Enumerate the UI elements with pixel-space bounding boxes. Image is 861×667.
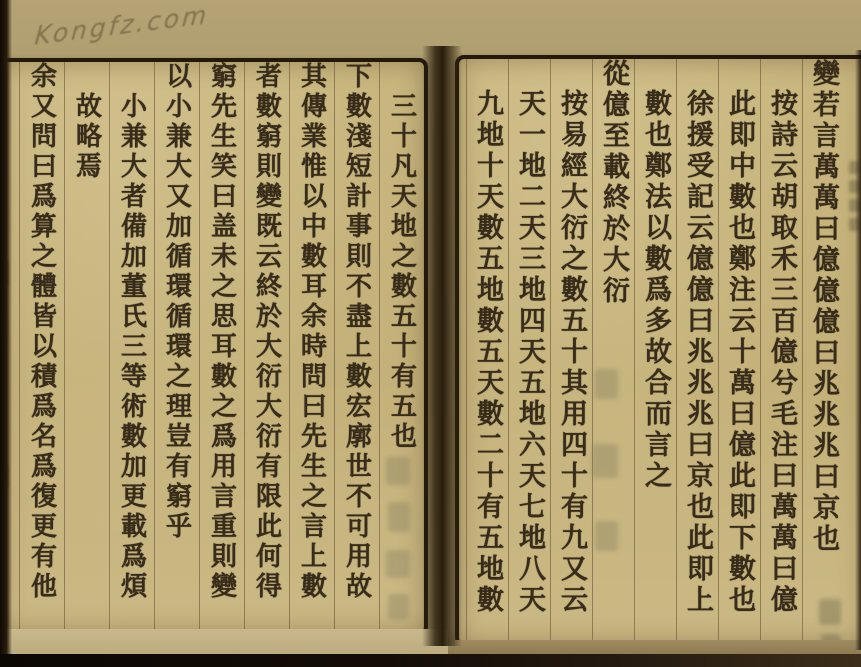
text-column — [550, 59, 592, 643]
bleedthrough-mark — [594, 369, 618, 399]
left-page — [0, 58, 428, 636]
bleedthrough-mark — [386, 550, 410, 578]
left-page-columns — [0, 62, 424, 632]
book-gutter-shadow — [422, 46, 462, 646]
text-column — [718, 59, 760, 643]
column-text: 變若言萬萬曰億億億曰兆兆兆曰京也 — [808, 59, 839, 555]
column-text: 三十凡天地之數五十有五也 — [386, 92, 417, 452]
bleedthrough-mark — [595, 521, 618, 551]
text-column — [379, 62, 424, 632]
text-column — [289, 62, 334, 632]
text-column — [634, 59, 676, 643]
column-text: 者數窮則變既云終於大衍大衍有限此何得 — [251, 62, 282, 602]
column-text: 九地十天數五地數五天數二十有五地數 — [472, 89, 503, 616]
right-page — [455, 55, 861, 647]
column-text: 此即中數也鄭注云十萬曰億此即下數也 — [724, 89, 755, 616]
column-text: 其傳業惟以中數耳余時問曰先生之言上數 — [296, 62, 327, 602]
column-text: 小兼大者備加董氏三等術數加更載爲煩 — [116, 92, 147, 602]
column-text: 按詩云胡取禾三百億兮毛注曰萬萬曰億 — [766, 89, 797, 616]
text-column — [592, 59, 634, 643]
text-column — [334, 62, 379, 632]
bleedthrough-mark — [388, 502, 410, 532]
column-text: 天一地二天三地四天五地六天七地八天 — [514, 89, 545, 616]
column-text: 窮先生笑曰盖未之思耳數之爲用言重則變 — [206, 62, 237, 602]
column-text: 數也鄭法以數爲多故合而言之 — [640, 89, 671, 492]
text-column — [19, 62, 64, 632]
right-page-columns — [459, 59, 861, 643]
column-text: 故略焉 — [71, 92, 102, 182]
text-column — [676, 59, 718, 643]
column-text: 按易經大衍之數五十其用四十有九又云 — [556, 89, 587, 616]
text-column — [64, 62, 109, 632]
scan-background-strip — [0, 629, 448, 655]
text-column — [199, 62, 244, 632]
column-text: 余又問曰爲算之體皆以積爲名爲復更有他 — [26, 62, 57, 602]
column-text: 從億至載終於大衍 — [598, 59, 629, 307]
column-text: 徐援受記云億億曰兆兆兆曰京也此即上 — [682, 89, 713, 616]
text-column — [466, 59, 508, 643]
scan-right-dark-edge — [855, 50, 861, 650]
bleedthrough-mark — [386, 457, 410, 485]
scan-bottom-dark-bar — [0, 654, 861, 667]
text-column — [508, 59, 550, 643]
text-column — [154, 62, 199, 632]
text-column — [760, 59, 802, 643]
bleedthrough-mark — [592, 444, 618, 478]
text-column — [802, 59, 844, 643]
column-text: 下數淺短計事則不盡上數宏廓世不可用故 — [341, 62, 372, 602]
bleedthrough-mark — [819, 599, 841, 625]
bleedthrough-mark — [388, 594, 409, 620]
scan-left-dark-edge — [0, 0, 12, 667]
watermark: Kongfz.com — [33, 0, 211, 51]
column-text: 以小兼大又加循環循環之理豈有窮乎 — [161, 62, 192, 542]
text-column — [109, 62, 154, 632]
text-column — [244, 62, 289, 632]
